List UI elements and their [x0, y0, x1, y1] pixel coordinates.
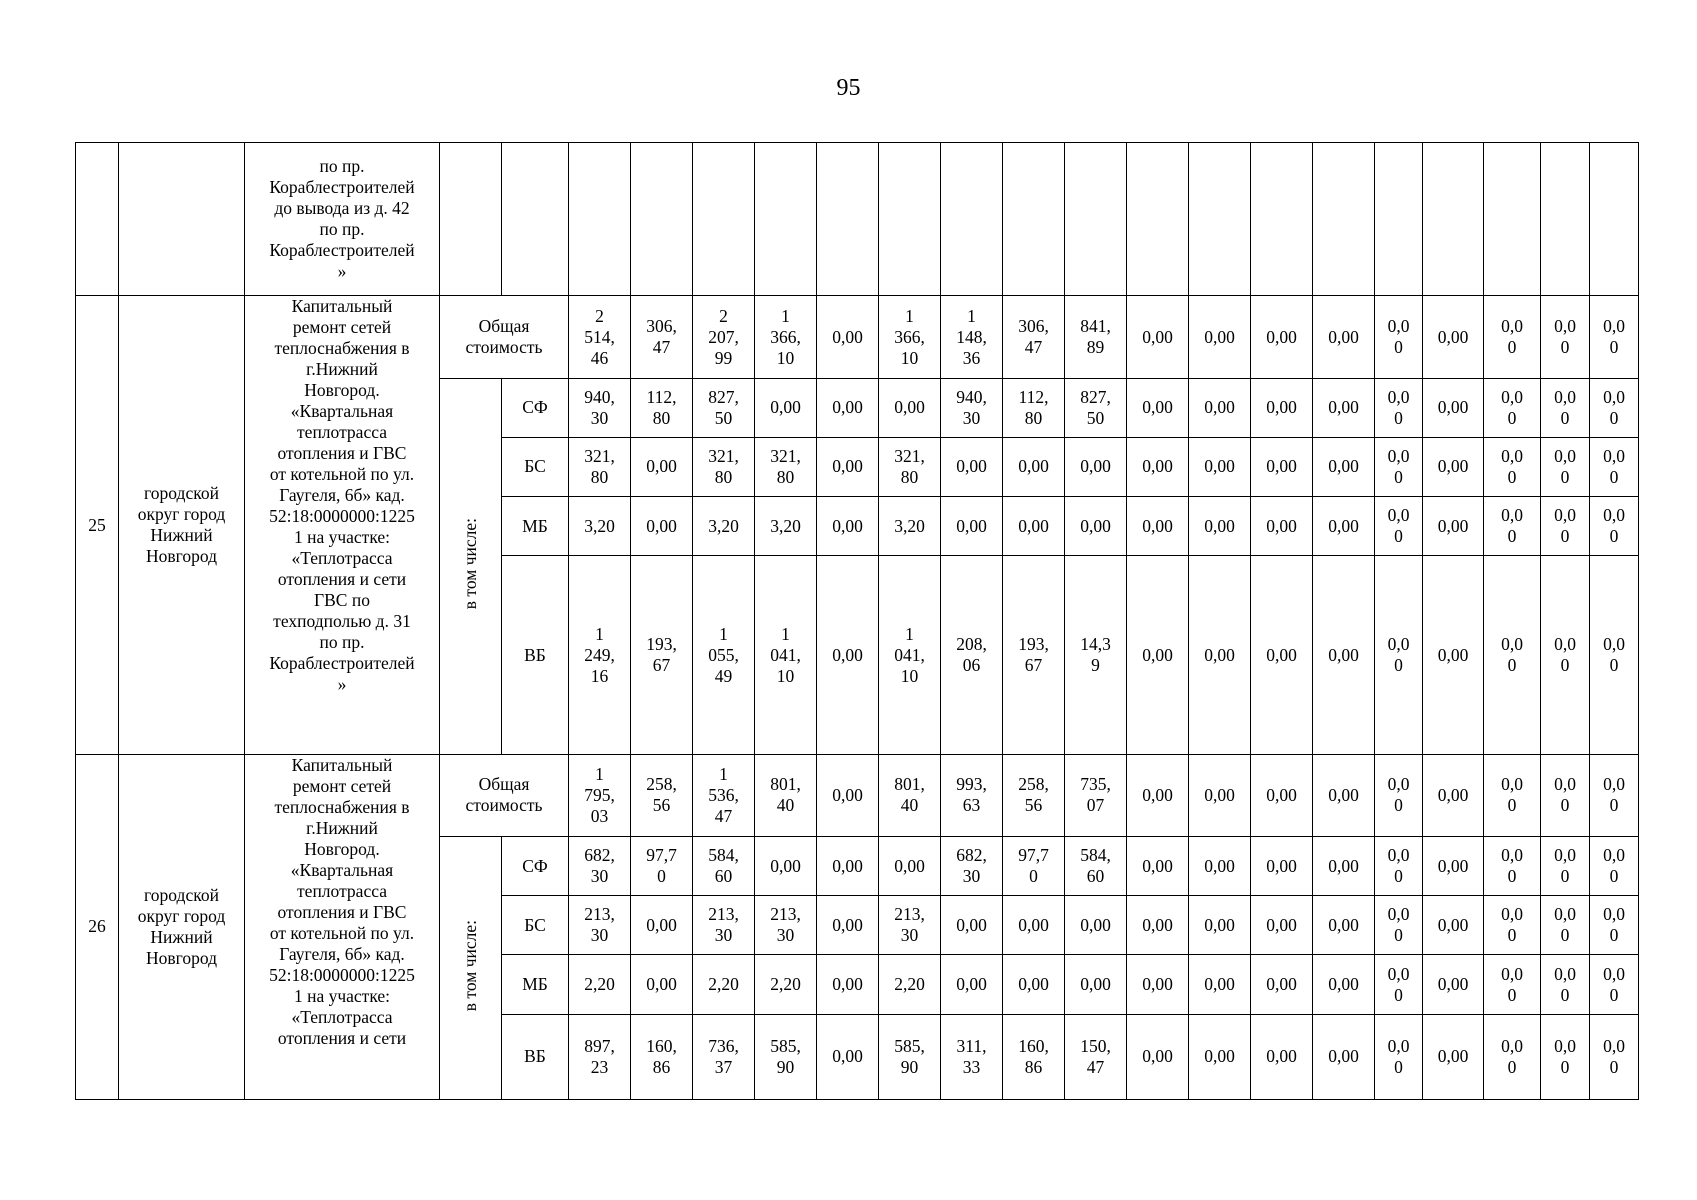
value-cell: 0,00	[1251, 378, 1313, 437]
value-cell: 0,0 0	[1541, 437, 1590, 496]
continuation-description: по пр. Кораблестроителей до вывода из д. 42 по пр. Кораблестроителей »	[245, 143, 440, 296]
continuation-row	[76, 143, 1639, 296]
value-cell: 0,0 0	[1375, 437, 1423, 496]
value-cell: 0,00	[1423, 896, 1484, 955]
value-cell: 0,00	[1189, 955, 1251, 1014]
value-cell: 208, 06	[941, 556, 1003, 755]
value-cell: 0,00	[631, 497, 693, 556]
funding-source-label: СФ	[502, 837, 569, 896]
value-cell: 0,00	[1003, 437, 1065, 496]
continuation-empty-cell	[1484, 143, 1541, 296]
continuation-empty-cell	[1423, 143, 1484, 296]
value-cell: 150, 47	[1065, 1014, 1127, 1099]
value-cell: 0,00	[1423, 837, 1484, 896]
continuation-empty-cell	[941, 143, 1003, 296]
funding-source-label: БС	[502, 437, 569, 496]
value-cell: 0,0 0	[1541, 837, 1590, 896]
value-cell: 2,20	[569, 955, 631, 1014]
value-cell: 0,0 0	[1484, 497, 1541, 556]
value-cell: 193, 67	[1003, 556, 1065, 755]
value-cell: 0,0 0	[1484, 837, 1541, 896]
value-cell: 801, 40	[879, 754, 941, 836]
value-cell: 0,0 0	[1375, 837, 1423, 896]
value-cell: 0,0 0	[1484, 556, 1541, 755]
value-cell: 0,0 0	[1590, 556, 1639, 755]
value-cell: 0,00	[1251, 837, 1313, 896]
value-cell: 0,00	[1127, 437, 1189, 496]
value-cell: 0,00	[1003, 955, 1065, 1014]
value-cell: 0,00	[1313, 754, 1375, 836]
value-cell: 0,00	[1127, 955, 1189, 1014]
value-cell: 0,00	[1423, 754, 1484, 836]
value-cell: 0,00	[1313, 437, 1375, 496]
funding-source-label: МБ	[502, 497, 569, 556]
value-cell: 0,00	[1313, 955, 1375, 1014]
value-cell: 0,00	[817, 896, 879, 955]
value-cell: 0,0 0	[1375, 296, 1423, 378]
value-cell: 0,0 0	[1375, 896, 1423, 955]
value-cell: 0,00	[941, 896, 1003, 955]
entry-number: 26	[76, 754, 119, 1099]
value-cell: 585, 90	[755, 1014, 817, 1099]
value-cell: 3,20	[879, 497, 941, 556]
continuation-empty-cell	[1189, 143, 1251, 296]
including-label-cell	[440, 378, 502, 754]
value-cell: 0,00	[1065, 955, 1127, 1014]
value-cell: 0,0 0	[1590, 296, 1639, 378]
value-cell: 97,7 0	[631, 837, 693, 896]
value-cell: 0,00	[755, 378, 817, 437]
value-cell: 0,0 0	[1541, 556, 1590, 755]
value-cell: 160, 86	[631, 1014, 693, 1099]
continuation-empty-cell	[817, 143, 879, 296]
value-cell: 306, 47	[631, 296, 693, 378]
value-cell: 0,00	[1251, 556, 1313, 755]
value-cell: 1 249, 16	[569, 556, 631, 755]
value-cell: 0,00	[1251, 955, 1313, 1014]
continuation-empty-cell	[1313, 143, 1375, 296]
value-cell: 0,00	[1251, 896, 1313, 955]
value-cell: 321, 80	[879, 437, 941, 496]
value-cell: 0,00	[1189, 837, 1251, 896]
continuation-empty-cell	[1127, 143, 1189, 296]
value-cell: 682, 30	[941, 837, 1003, 896]
value-cell: 0,0 0	[1375, 1014, 1423, 1099]
continuation-empty-cell	[693, 143, 755, 296]
municipality-cell: городской округ город Нижний Новгород	[119, 296, 245, 754]
value-cell: 0,00	[1189, 1014, 1251, 1099]
value-cell: 160, 86	[1003, 1014, 1065, 1099]
value-cell: 0,00	[1127, 296, 1189, 378]
value-cell: 0,0 0	[1375, 497, 1423, 556]
funding-source-label: МБ	[502, 955, 569, 1014]
value-cell: 0,00	[1423, 556, 1484, 755]
financing-table	[75, 142, 1639, 1100]
value-cell: 0,00	[1189, 896, 1251, 955]
value-cell: 1 366, 10	[755, 296, 817, 378]
description-cell: Капитальный ремонт сетей теплоснабжения в г.Нижний Новгород. «Квартальная теплотрасса отопления и ГВС от котельной по ул. Гаугеля, 6б» кад. 52:18:0000000:1225 1 на участке: «Теплотрасса отопления и сети	[245, 754, 440, 1099]
value-cell: 2,20	[693, 955, 755, 1014]
value-cell: 311, 33	[941, 1014, 1003, 1099]
value-cell: 0,00	[817, 296, 879, 378]
value-cell: 258, 56	[631, 754, 693, 836]
table-row	[76, 296, 1639, 378]
value-cell: 2 514, 46	[569, 296, 631, 378]
value-cell: 0,0 0	[1484, 437, 1541, 496]
value-cell: 0,0 0	[1590, 437, 1639, 496]
value-cell: 0,00	[1423, 1014, 1484, 1099]
value-cell: 0,00	[1251, 497, 1313, 556]
value-cell: 0,0 0	[1541, 497, 1590, 556]
value-cell: 0,00	[1251, 296, 1313, 378]
value-cell: 0,00	[1251, 754, 1313, 836]
continuation-empty-cell	[1003, 143, 1065, 296]
value-cell: 0,00	[1313, 1014, 1375, 1099]
value-cell: 3,20	[693, 497, 755, 556]
value-cell: 0,00	[1189, 556, 1251, 755]
total-cost-label: Общая стоимость	[440, 754, 569, 836]
entry-number: 25	[76, 296, 119, 754]
value-cell: 801, 40	[755, 754, 817, 836]
value-cell: 0,0 0	[1484, 754, 1541, 836]
continuation-empty-cell	[1541, 143, 1590, 296]
value-cell: 321, 80	[569, 437, 631, 496]
value-cell: 0,00	[1127, 896, 1189, 955]
value-cell: 0,00	[817, 497, 879, 556]
value-cell: 0,00	[817, 955, 879, 1014]
value-cell: 0,0 0	[1375, 955, 1423, 1014]
value-cell: 0,0 0	[1484, 1014, 1541, 1099]
value-cell: 112, 80	[1003, 378, 1065, 437]
total-cost-label: Общая стоимость	[440, 296, 569, 378]
value-cell: 940, 30	[941, 378, 1003, 437]
funding-source-label: БС	[502, 896, 569, 955]
value-cell: 0,00	[817, 1014, 879, 1099]
value-cell: 3,20	[569, 497, 631, 556]
value-cell: 0,00	[1189, 497, 1251, 556]
municipality-cell: городской округ город Нижний Новгород	[119, 754, 245, 1099]
value-cell: 0,00	[817, 837, 879, 896]
value-cell: 0,00	[817, 437, 879, 496]
value-cell: 0,0 0	[1590, 378, 1639, 437]
value-cell: 0,00	[755, 837, 817, 896]
value-cell: 0,00	[1313, 497, 1375, 556]
value-cell: 0,0 0	[1590, 837, 1639, 896]
value-cell: 0,00	[1189, 754, 1251, 836]
value-cell: 0,00	[1313, 556, 1375, 755]
value-cell: 0,00	[631, 437, 693, 496]
funding-source-label: ВБ	[502, 556, 569, 755]
value-cell: 321, 80	[693, 437, 755, 496]
value-cell: 0,0 0	[1484, 896, 1541, 955]
value-cell: 993, 63	[941, 754, 1003, 836]
value-cell: 0,00	[1423, 955, 1484, 1014]
continuation-empty-cell	[1375, 143, 1423, 296]
value-cell: 112, 80	[631, 378, 693, 437]
value-cell: 2 207, 99	[693, 296, 755, 378]
value-cell: 0,00	[631, 896, 693, 955]
value-cell: 1 536, 47	[693, 754, 755, 836]
value-cell: 0,00	[1189, 437, 1251, 496]
value-cell: 0,0 0	[1590, 896, 1639, 955]
value-cell: 0,00	[1065, 497, 1127, 556]
value-cell: 0,0 0	[1590, 1014, 1639, 1099]
continuation-empty-cell	[569, 143, 631, 296]
value-cell: 321, 80	[755, 437, 817, 496]
value-cell: 0,0 0	[1375, 754, 1423, 836]
value-cell: 0,00	[1423, 296, 1484, 378]
value-cell: 682, 30	[569, 837, 631, 896]
value-cell: 213, 30	[693, 896, 755, 955]
value-cell: 0,00	[1065, 437, 1127, 496]
value-cell: 193, 67	[631, 556, 693, 755]
value-cell: 0,00	[1003, 497, 1065, 556]
continuation-empty-cell	[755, 143, 817, 296]
continuation-empty-cell	[879, 143, 941, 296]
value-cell: 0,0 0	[1590, 497, 1639, 556]
value-cell: 0,00	[941, 497, 1003, 556]
value-cell: 2,20	[879, 955, 941, 1014]
value-cell: 0,00	[879, 837, 941, 896]
value-cell: 0,00	[1065, 896, 1127, 955]
value-cell: 0,0 0	[1484, 378, 1541, 437]
value-cell: 0,00	[1423, 437, 1484, 496]
value-cell: 0,00	[1423, 497, 1484, 556]
value-cell: 1 148, 36	[941, 296, 1003, 378]
value-cell: 0,00	[1189, 378, 1251, 437]
value-cell: 735, 07	[1065, 754, 1127, 836]
value-cell: 0,0 0	[1541, 296, 1590, 378]
continuation-no-cell	[76, 143, 119, 296]
value-cell: 0,00	[817, 754, 879, 836]
value-cell: 897, 23	[569, 1014, 631, 1099]
value-cell: 0,0 0	[1541, 1014, 1590, 1099]
value-cell: 0,0 0	[1541, 754, 1590, 836]
table-row	[76, 754, 1639, 836]
value-cell: 827, 50	[693, 378, 755, 437]
value-cell: 0,00	[1313, 837, 1375, 896]
value-cell: 0,00	[941, 437, 1003, 496]
value-cell: 213, 30	[569, 896, 631, 955]
value-cell: 0,0 0	[1590, 754, 1639, 836]
value-cell: 827, 50	[1065, 378, 1127, 437]
value-cell: 1 055, 49	[693, 556, 755, 755]
value-cell: 306, 47	[1003, 296, 1065, 378]
funding-source-label: ВБ	[502, 1014, 569, 1099]
value-cell: 0,00	[631, 955, 693, 1014]
value-cell: 736, 37	[693, 1014, 755, 1099]
value-cell: 0,00	[1423, 378, 1484, 437]
value-cell: 0,00	[1313, 896, 1375, 955]
including-label-cell	[440, 837, 502, 1100]
value-cell: 0,00	[1127, 378, 1189, 437]
value-cell: 0,00	[1251, 1014, 1313, 1099]
continuation-municipality-cell	[119, 143, 245, 296]
table-body	[76, 143, 1639, 1100]
value-cell: 0,0 0	[1484, 296, 1541, 378]
value-cell: 0,0 0	[1541, 896, 1590, 955]
value-cell: 0,00	[879, 378, 941, 437]
value-cell: 0,0 0	[1375, 378, 1423, 437]
continuation-empty-cell	[631, 143, 693, 296]
continuation-empty-cell	[1251, 143, 1313, 296]
value-cell: 584, 60	[1065, 837, 1127, 896]
value-cell: 0,00	[817, 556, 879, 755]
value-cell: 0,00	[1127, 1014, 1189, 1099]
value-cell: 584, 60	[693, 837, 755, 896]
value-cell: 0,0 0	[1484, 955, 1541, 1014]
value-cell: 97,7 0	[1003, 837, 1065, 896]
value-cell: 0,00	[941, 955, 1003, 1014]
value-cell: 0,00	[1313, 378, 1375, 437]
value-cell: 0,00	[1251, 437, 1313, 496]
value-cell: 1 041, 10	[755, 556, 817, 755]
value-cell: 258, 56	[1003, 754, 1065, 836]
continuation-empty-cell	[1065, 143, 1127, 296]
value-cell: 0,00	[1127, 497, 1189, 556]
continuation-empty-cell	[1590, 143, 1639, 296]
value-cell: 841, 89	[1065, 296, 1127, 378]
value-cell: 0,00	[1189, 296, 1251, 378]
value-cell: 0,0 0	[1590, 955, 1639, 1014]
continuation-label-cell	[502, 143, 569, 296]
value-cell: 14,3 9	[1065, 556, 1127, 755]
value-cell: 0,00	[1127, 556, 1189, 755]
value-cell: 0,00	[817, 378, 879, 437]
value-cell: 0,00	[1003, 896, 1065, 955]
value-cell: 585, 90	[879, 1014, 941, 1099]
including-label: в том числе:	[460, 518, 480, 610]
value-cell: 1 041, 10	[879, 556, 941, 755]
including-label: в том числе:	[460, 919, 480, 1012]
page-number: 95	[836, 75, 861, 101]
continuation-label-cell	[440, 143, 502, 296]
value-cell: 0,0 0	[1541, 378, 1590, 437]
value-cell: 0,0 0	[1541, 955, 1590, 1014]
value-cell: 0,00	[1127, 837, 1189, 896]
value-cell: 940, 30	[569, 378, 631, 437]
value-cell: 1 366, 10	[879, 296, 941, 378]
value-cell: 213, 30	[879, 896, 941, 955]
description-cell: Капитальный ремонт сетей теплоснабжения в г.Нижний Новгород. «Квартальная теплотрасса отопления и ГВС от котельной по ул. Гаугеля, 6б» кад. 52:18:0000000:1225 1 на участке: «Теплотрасса отопления и сети ГВС по техподполью д. 31 по пр. Кораблестроителей »	[245, 296, 440, 754]
value-cell: 0,00	[1313, 296, 1375, 378]
value-cell: 0,0 0	[1375, 556, 1423, 755]
value-cell: 0,00	[1127, 754, 1189, 836]
funding-source-label: СФ	[502, 378, 569, 437]
value-cell: 2,20	[755, 955, 817, 1014]
value-cell: 213, 30	[755, 896, 817, 955]
value-cell: 3,20	[755, 497, 817, 556]
value-cell: 1 795, 03	[569, 754, 631, 836]
